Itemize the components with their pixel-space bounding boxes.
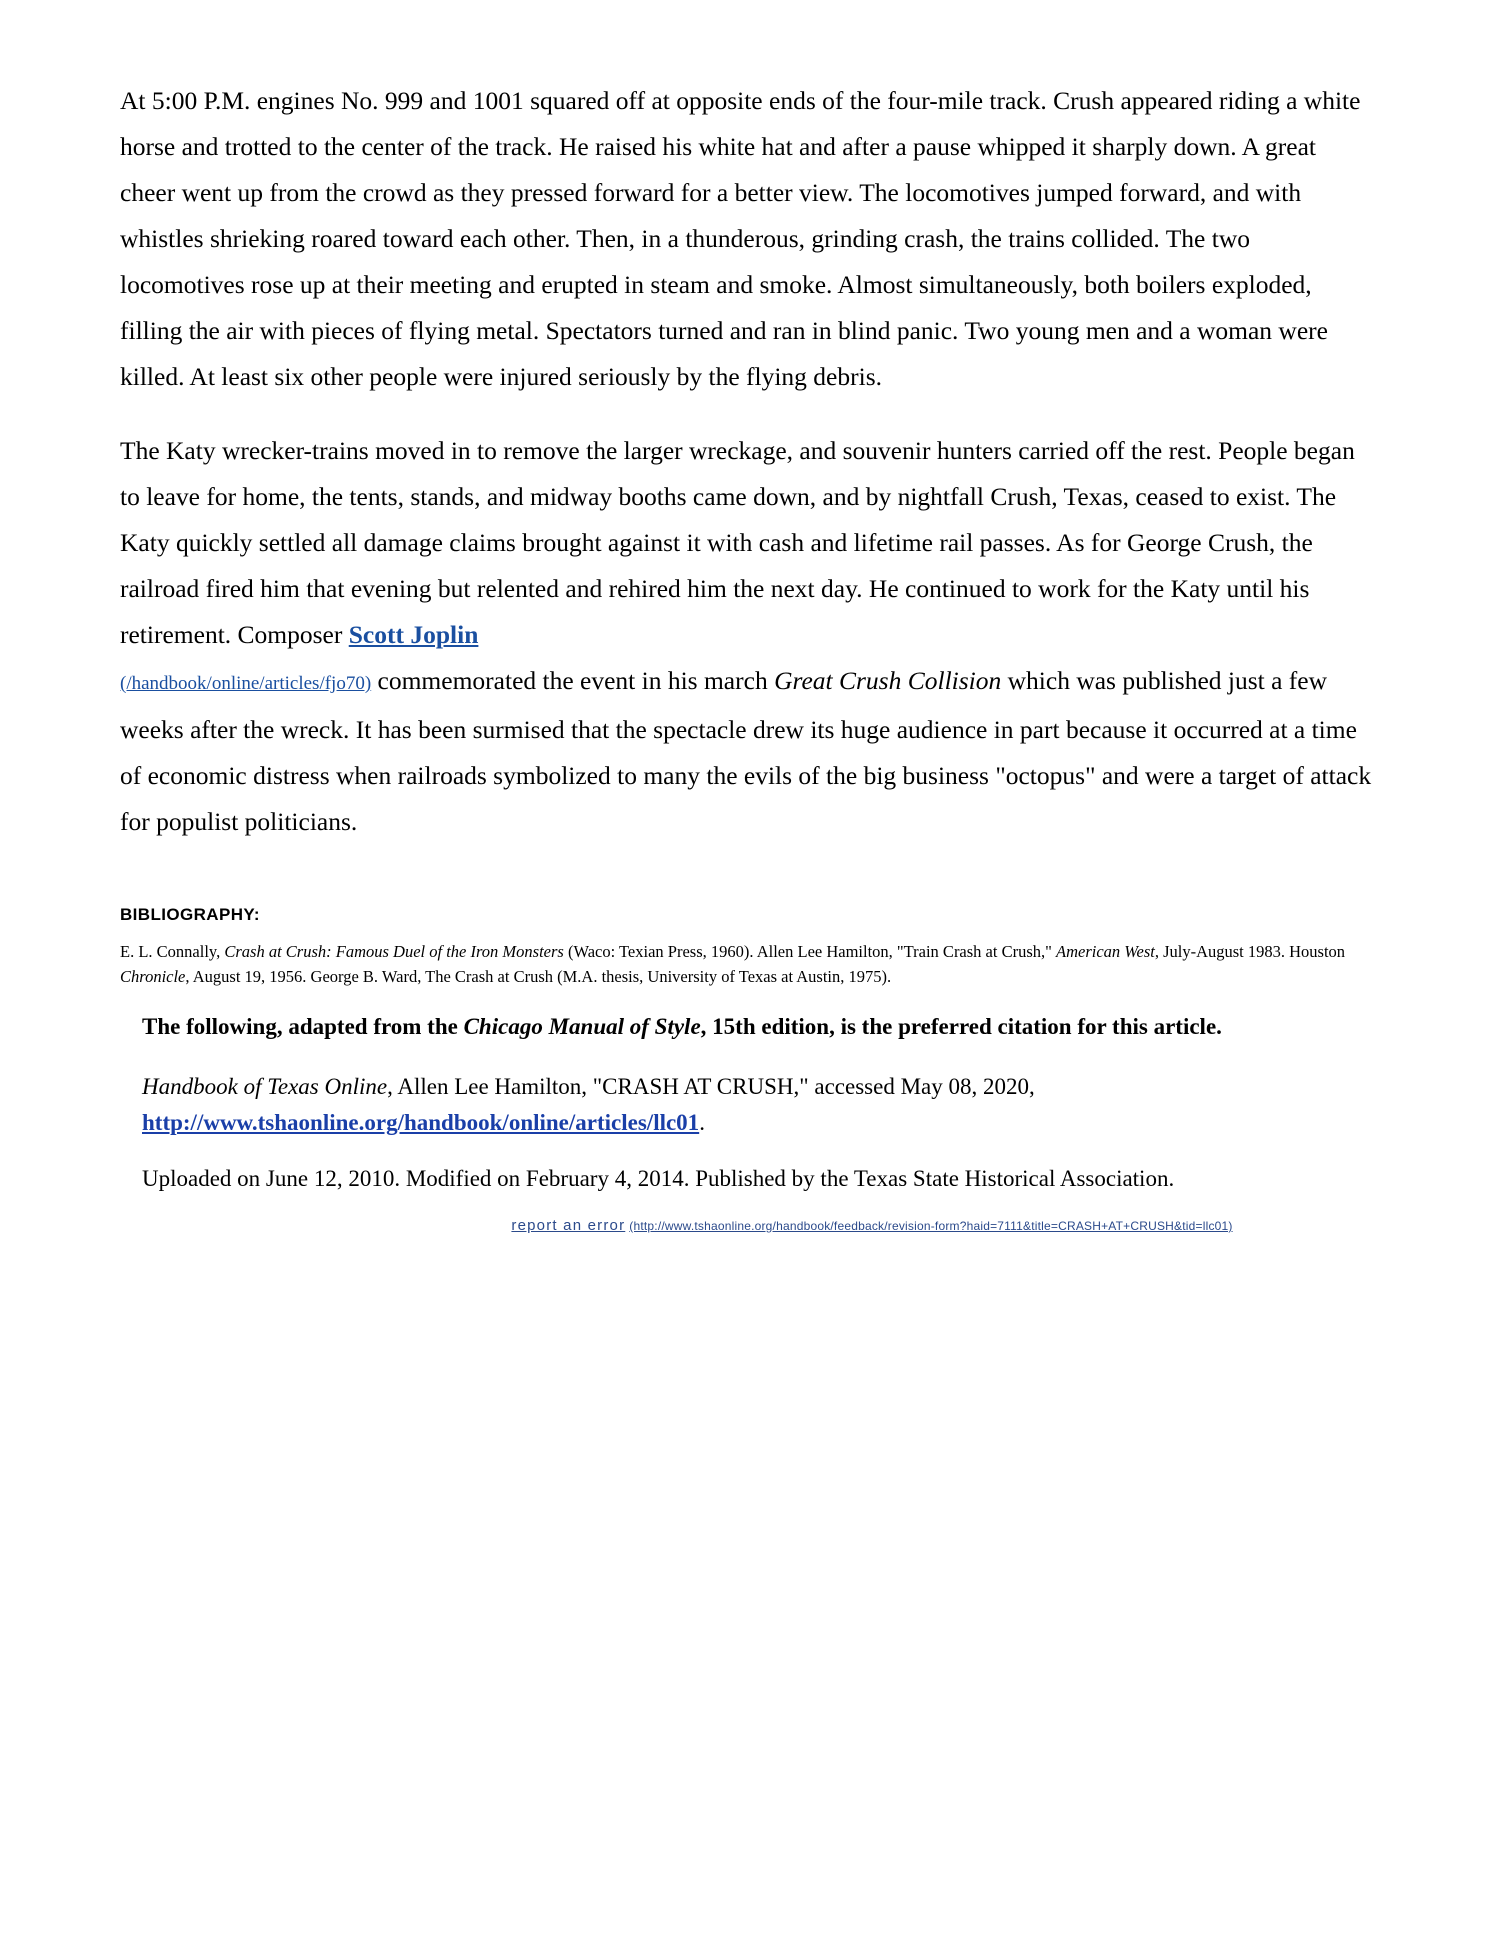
march-title: Great Crush Collision [774, 666, 1002, 695]
biblio-journal-2: Chronicle [120, 967, 186, 986]
handbook-rest: , Allen Lee Hamilton, "CRASH AT CRUSH," accessed May 08, 2020, [387, 1074, 1035, 1099]
biblio-title-1: Crash at Crush: Famous Duel of the Iron Monsters [224, 942, 564, 961]
bibliography-heading: BIBLIOGRAPHY: [120, 905, 260, 924]
handbook-url-link[interactable]: http://www.tshaonline.org/handbook/online/articles/llc01 [142, 1110, 700, 1135]
scott-joplin-link[interactable]: Scott Joplin [348, 620, 479, 649]
citation-manual-title: Chicago Manual of Style [463, 1014, 701, 1039]
citation-intro [142, 1005, 1342, 1049]
citation-handbook-line [142, 1069, 1342, 1141]
biblio-date-1: , July-August 1983. Houston [1154, 942, 1346, 961]
citation-intro-pre: The following, adapted from the [142, 1014, 464, 1039]
bibliography-entries [120, 939, 1370, 989]
scott-joplin-url[interactable]: (/handbook/online/articles/fjo70) [120, 673, 372, 694]
citation-block [142, 1005, 1342, 1235]
paragraph-aftermath [120, 428, 1375, 845]
upload-modified-line: Uploaded on June 12, 2010. Modified on February 4, 2014. Published by the Texas State Historical Association. [142, 1166, 1175, 1191]
report-an-error-link[interactable]: report an error [511, 1217, 626, 1234]
paragraph-aftermath-after-link: commemorated the event in his march [371, 666, 775, 695]
biblio-rest-1: (Waco: Texian Press, 1960). Allen Lee Hamilton, "Train Crash at Crush," [563, 942, 1056, 961]
biblio-author-1: E. L. Connally, [120, 942, 225, 961]
paragraph-crash-event: At 5:00 P.M. engines No. 999 and 1001 squared off at opposite ends of the four-mile track. Crush appeared riding a white horse and trotted to the center of the track. He raised his white hat and after a pause whipped it sharply down. A great cheer went up from the crowd as they pressed forward for a better view. The locomotives jumped forward, and with whistles shrieking roared toward each other. Then, in a thunderous, grinding crash, the trains collided. The two locomotives rose up at their meeting and erupted in steam and smoke. Almost simultaneously, both boilers exploded, filling the air with pieces of flying metal. Spectators turned and ran in blind panic. Two young men and a woman were killed. At least six other people were injured seriously by the flying debris. [120, 86, 1361, 391]
report-an-error-url[interactable]: (http://www.tshaonline.org/handbook/feedback/revision-form?haid=7111&title=CRASH+AT+CRUSH&tid=llc01) [629, 1219, 1233, 1233]
handbook-title: Handbook of Texas Online [142, 1074, 388, 1099]
paragraph-aftermath-tail: which was published just a few weeks after the wreck. It has been surmised that the spectacle drew its huge audience in part because it occurred at a time of economic distress when railroads symbolized to many the evils of the big business "octopus" and were a target of attack for populist politicians. [120, 666, 1372, 836]
document-content [120, 78, 1375, 1235]
paragraph-aftermath-lead: The Katy wrecker-trains moved in to remove the larger wreckage, and souvenir hunters carried off the rest. People began to leave for home, the tents, stands, and midway booths came down, and by nightfall Crush, Texas, ceased to exist. The Katy quickly settled all damage claims brought against it with cash and lifetime rail passes. As for George Crush, the railroad fired him that evening but relented and rehired him the next day. He continued to work for the Katy until his retirement. Composer [120, 436, 1355, 649]
report-error-row [142, 1217, 1342, 1235]
biblio-rest-2: , August 19, 1956. George B. Ward, The Crash at Crush (M.A. thesis, University of Texas at Austin, 1975). [185, 967, 892, 986]
citation-intro-post: , 15th edition, is the preferred citation for this article. [700, 1014, 1222, 1039]
handbook-period: . [699, 1110, 705, 1135]
biblio-journal-1: American West [1056, 942, 1155, 961]
